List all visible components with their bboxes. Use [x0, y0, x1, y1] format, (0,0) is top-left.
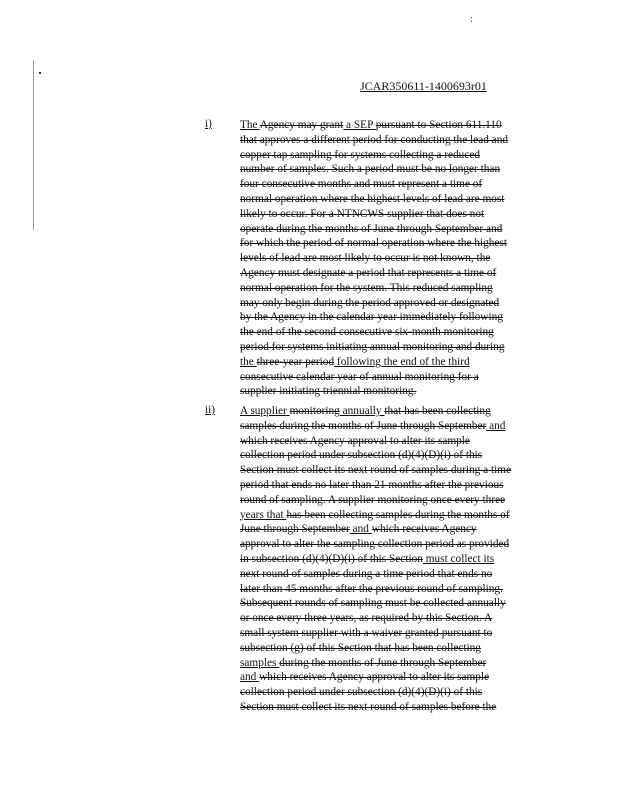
text-line [240, 448, 530, 463]
underlined-text: following the end of the third [334, 355, 470, 368]
scan-speck [39, 72, 41, 74]
paragraph-i [240, 118, 530, 399]
text-line [240, 310, 530, 325]
text-line [240, 296, 530, 311]
text-line [240, 656, 530, 671]
text-line [240, 537, 530, 552]
text-line [240, 148, 530, 163]
text-line [240, 552, 530, 567]
underlined-text: The [240, 119, 260, 131]
paragraph-ii [240, 404, 530, 715]
struck-text: normal operation where the highest levels of lead are most [240, 192, 505, 205]
text-line [240, 404, 530, 419]
text-line [240, 340, 530, 355]
text-line [240, 177, 530, 192]
struck-text: which receives Agency [371, 523, 477, 536]
struck-text: that approves a different period for conducting the lead and [240, 133, 508, 146]
text-line [240, 419, 530, 434]
struck-text: collection period under subsection (d)(4)(D)(i) of this [240, 449, 483, 462]
text-line [240, 596, 530, 611]
text-line [240, 251, 530, 266]
text-line [240, 493, 530, 508]
underlined-text: samples [240, 656, 280, 669]
text-line [240, 162, 530, 177]
underlined-text: and [240, 671, 260, 684]
text-line [240, 133, 530, 148]
paragraph-i-label: i) [205, 118, 212, 130]
struck-text: that has been collecting [384, 405, 491, 417]
struck-text: has been collecting samples during the months of [286, 508, 510, 521]
struck-text: Subsequent rounds of sampling must be collected annually [240, 597, 506, 610]
struck-text: by the Agency in the calendar year immediately following [240, 311, 503, 324]
struck-text: Section must collect its next round of samples during a time [240, 464, 512, 477]
struck-text: consecutive calendar year of annual monitoring for a [240, 370, 479, 383]
text-line [240, 207, 530, 222]
text-line [240, 236, 530, 251]
struck-text: Agency must designate a period that represents a time of [240, 266, 497, 279]
text-line [240, 463, 530, 478]
text-line [240, 508, 530, 523]
struck-text: three-year period [256, 355, 335, 368]
text-line [240, 641, 530, 656]
underlined-text: the [240, 355, 257, 368]
struck-text: levels of lead are most likely to occur is not known, the [240, 252, 491, 265]
struck-text: for which the period of normal operation where the highest [240, 237, 507, 250]
struck-text: or once every three years, as required by this Section. A [240, 612, 493, 625]
struck-text: next round of samples during a time period that ends no [240, 567, 493, 580]
struck-text: supplier initiating triennial monitoring. [240, 385, 417, 398]
text-line [240, 567, 530, 582]
text-line [240, 434, 530, 449]
struck-text: number of samples. Such a period must be no longer than [240, 163, 501, 176]
paragraph-ii-label: ii) [205, 404, 216, 416]
text-line [240, 611, 530, 626]
text-line [240, 325, 530, 340]
struck-text: copper tap sampling for systems collecting a reduced [240, 148, 480, 161]
struck-text: normal operation for the system. This reduced sampling [240, 281, 493, 294]
text-line [240, 384, 530, 399]
struck-text: in subsection (d)(4)(D)(i) of this Section [240, 552, 423, 565]
struck-text: during the months of June through September [279, 656, 487, 669]
text-line [240, 222, 530, 237]
struck-text: Section must collect its next round of samples before the [240, 700, 497, 713]
struck-text: which receives Agency approval to alter its sample [259, 671, 490, 684]
text-line [240, 355, 530, 370]
struck-text: collection period under subsection (d)(4)(D)(i) of this [240, 686, 483, 699]
struck-text: period that ends no later than 21 months after the previous [240, 478, 504, 491]
struck-text: subsection (g) of this Section that has been collecting [240, 641, 481, 654]
document-header-id: JCAR350611-1400693r01 [360, 79, 487, 93]
struck-text: later than 45 months after the previous round of sampling. [240, 582, 503, 595]
underlined-text: and [486, 419, 506, 432]
struck-text: four consecutive months and must represent a time of [240, 178, 483, 191]
text-line [240, 522, 530, 537]
underlined-text: a SEP [343, 119, 376, 131]
struck-text: which receives Agency approval to alter its sample [240, 434, 470, 447]
underlined-text: A supplier [240, 405, 290, 417]
struck-text: pursuant to Section 611.110 [375, 119, 502, 131]
underlined-text: years that [240, 508, 287, 521]
struck-text: round of sampling. A supplier monitoring once every three [240, 493, 506, 506]
text-line [240, 266, 530, 281]
text-line [240, 118, 530, 133]
struck-text: operate during the months of June through September and [240, 222, 503, 235]
underlined-text: annually [339, 405, 385, 417]
text-line [240, 281, 530, 296]
margin-mark: : [470, 14, 473, 25]
struck-text: approval to alter the sampling collection period as provided [240, 538, 510, 551]
struck-text: June through September [240, 523, 350, 536]
text-line [240, 626, 530, 641]
scan-margin-line [33, 60, 34, 230]
text-line [240, 192, 530, 207]
struck-text: period for systems initiating annual monitoring and during [240, 340, 505, 353]
struck-text: likely to occur. For a NTNCWS supplier that does not [240, 207, 485, 220]
text-line [240, 478, 530, 493]
struck-text: Agency may grant [259, 119, 344, 131]
text-line [240, 670, 530, 685]
struck-text: samples during the months of June through September [240, 419, 487, 432]
text-line [240, 685, 530, 700]
text-line [240, 582, 530, 597]
text-line [240, 370, 530, 385]
underlined-text: must collect its [422, 552, 495, 565]
struck-text: small system supplier with a waiver granted pursuant to [240, 626, 493, 639]
text-line [240, 700, 530, 715]
underlined-text: and [349, 523, 372, 536]
struck-text: may only begin during the period approved or designated [240, 296, 500, 309]
struck-text: the end of the second consecutive six-month monitoring [240, 326, 494, 339]
struck-text: monitoring [289, 405, 340, 417]
